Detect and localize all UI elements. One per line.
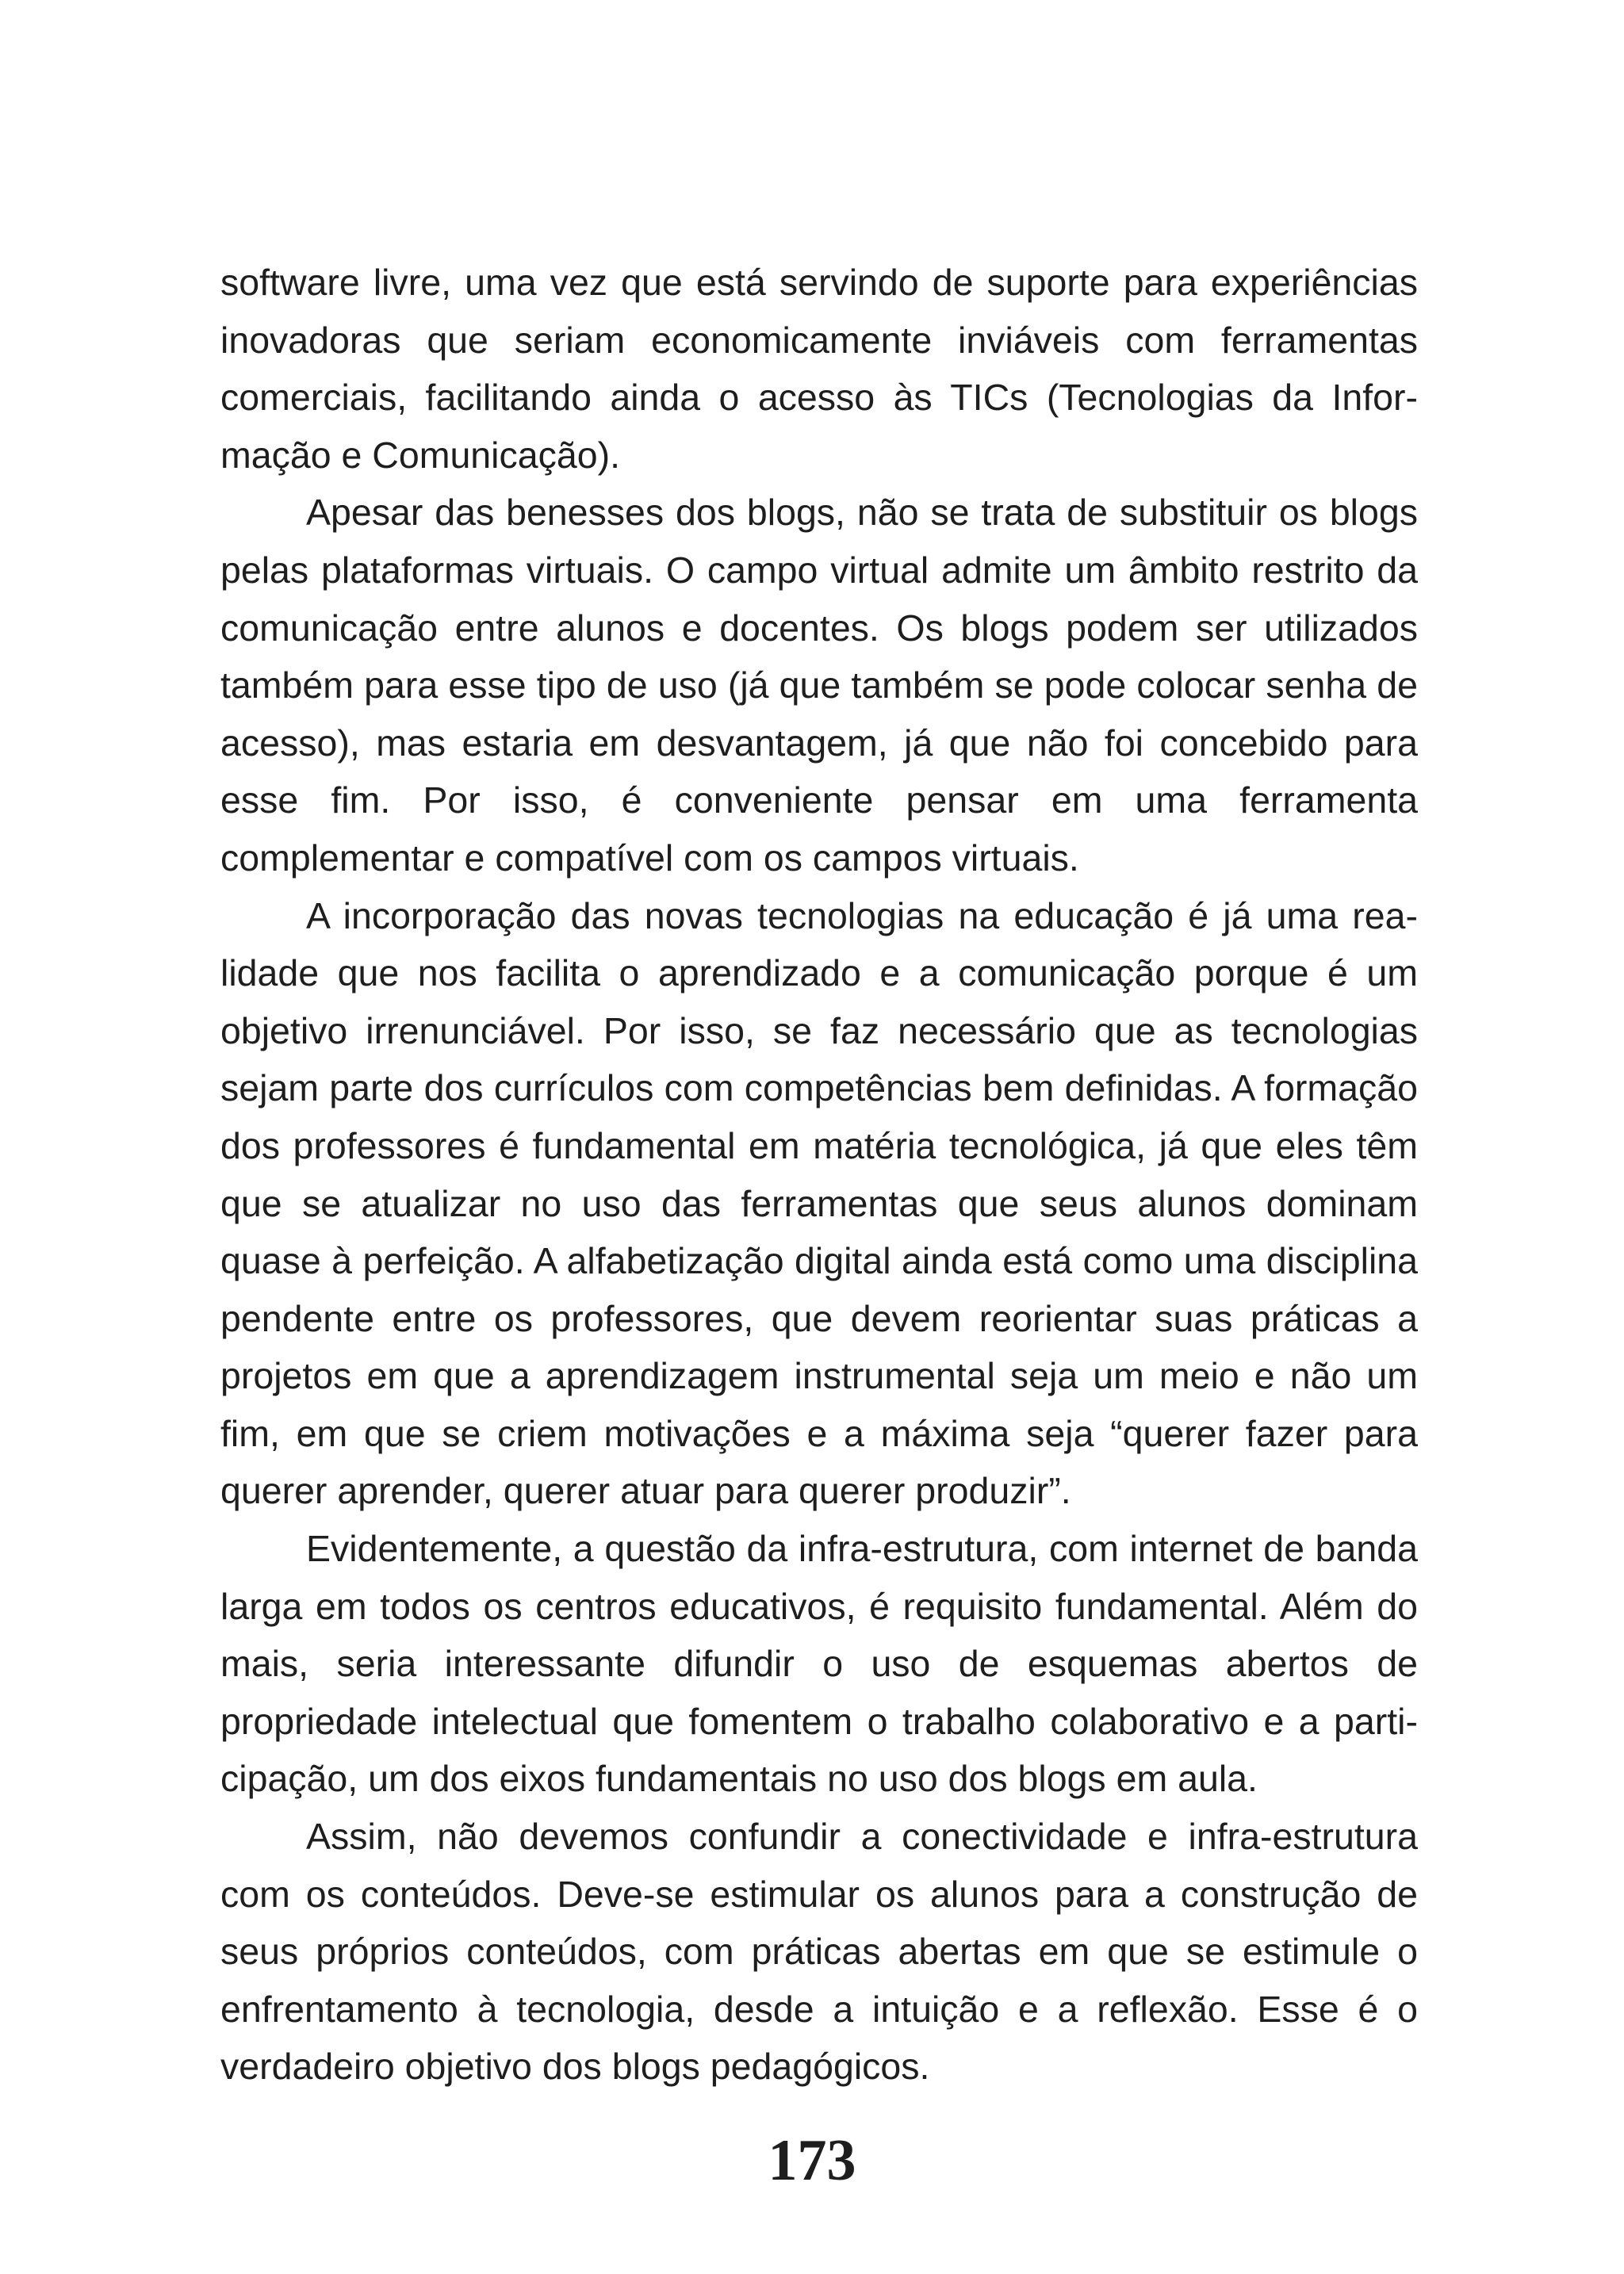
body-text (220, 254, 1418, 2096)
page-number: 173 (768, 2128, 856, 2193)
paragraph-1: software livre, uma vez que está servindo de suporte para experiências inovadoras que seriam economicamente inviáveis com ferramentas comerciais, facilitando ainda o acesso às TICs (Tecnologias da Informação e Comunicação). (220, 262, 1418, 476)
paragraph-5: Assim, não devemos confundir a conectividade e infra-estrutura com os conteúdos. Deve-se estimular os alunos para a construção de seus próprios conteúdos, com práticas abertas em que se estimule o enfrentamento à tecnologia, desde a intuição e a reflexão. Esse é o verdadeiro objetivo dos blogs pedagógicos. (220, 1816, 1418, 2088)
paragraph-2: Apesar das benesses dos blogs, não se trata de substituir os blogs pelas plataformas virtuais. O campo virtual admite um âmbito restrito da comunicação entre alunos e docentes. Os blogs podem ser utilizados também para esse tipo de uso (já que também se pode colocar senha de acesso), mas estaria em desvantagem, já que não foi concebido para esse fim. Por isso, é conveniente pensar em uma ferramenta complementar e compatível com os campos virtuais. (220, 492, 1418, 879)
paragraph-4: Evidentemente, a questão da infra-estrutura, com internet de banda larga em todos os centros educativos, é requisito fundamental. Além do mais, seria interessante difundir o uso de esquemas abertos de propriedade intelectual que fomentem o trabalho colaborativo e a participação, um dos eixos fundamentais no uso dos blogs em aula. (220, 1528, 1418, 1800)
paragraph-3: A incorporação das novas tecnologias na educação é já uma realidade que nos facilita o aprendizado e a comunicação porque é um objetivo irrenunciável. Por isso, se faz necessário que as tecnologias sejam parte dos currículos com competências bem definidas. A formação dos professores é fundamental em matéria tecnológica, já que eles têm que se atualizar no uso das ferramentas que seus alunos dominam quase à perfeição. A alfabetização digital ainda está como uma disciplina pendente entre os professores, que devem reorientar suas práticas a projetos em que a aprendizagem instrumental seja um meio e não um fim, em que se criem motivações e a máxima seja “querer fazer para querer aprender, querer atuar para querer produzir”. (220, 894, 1418, 1512)
